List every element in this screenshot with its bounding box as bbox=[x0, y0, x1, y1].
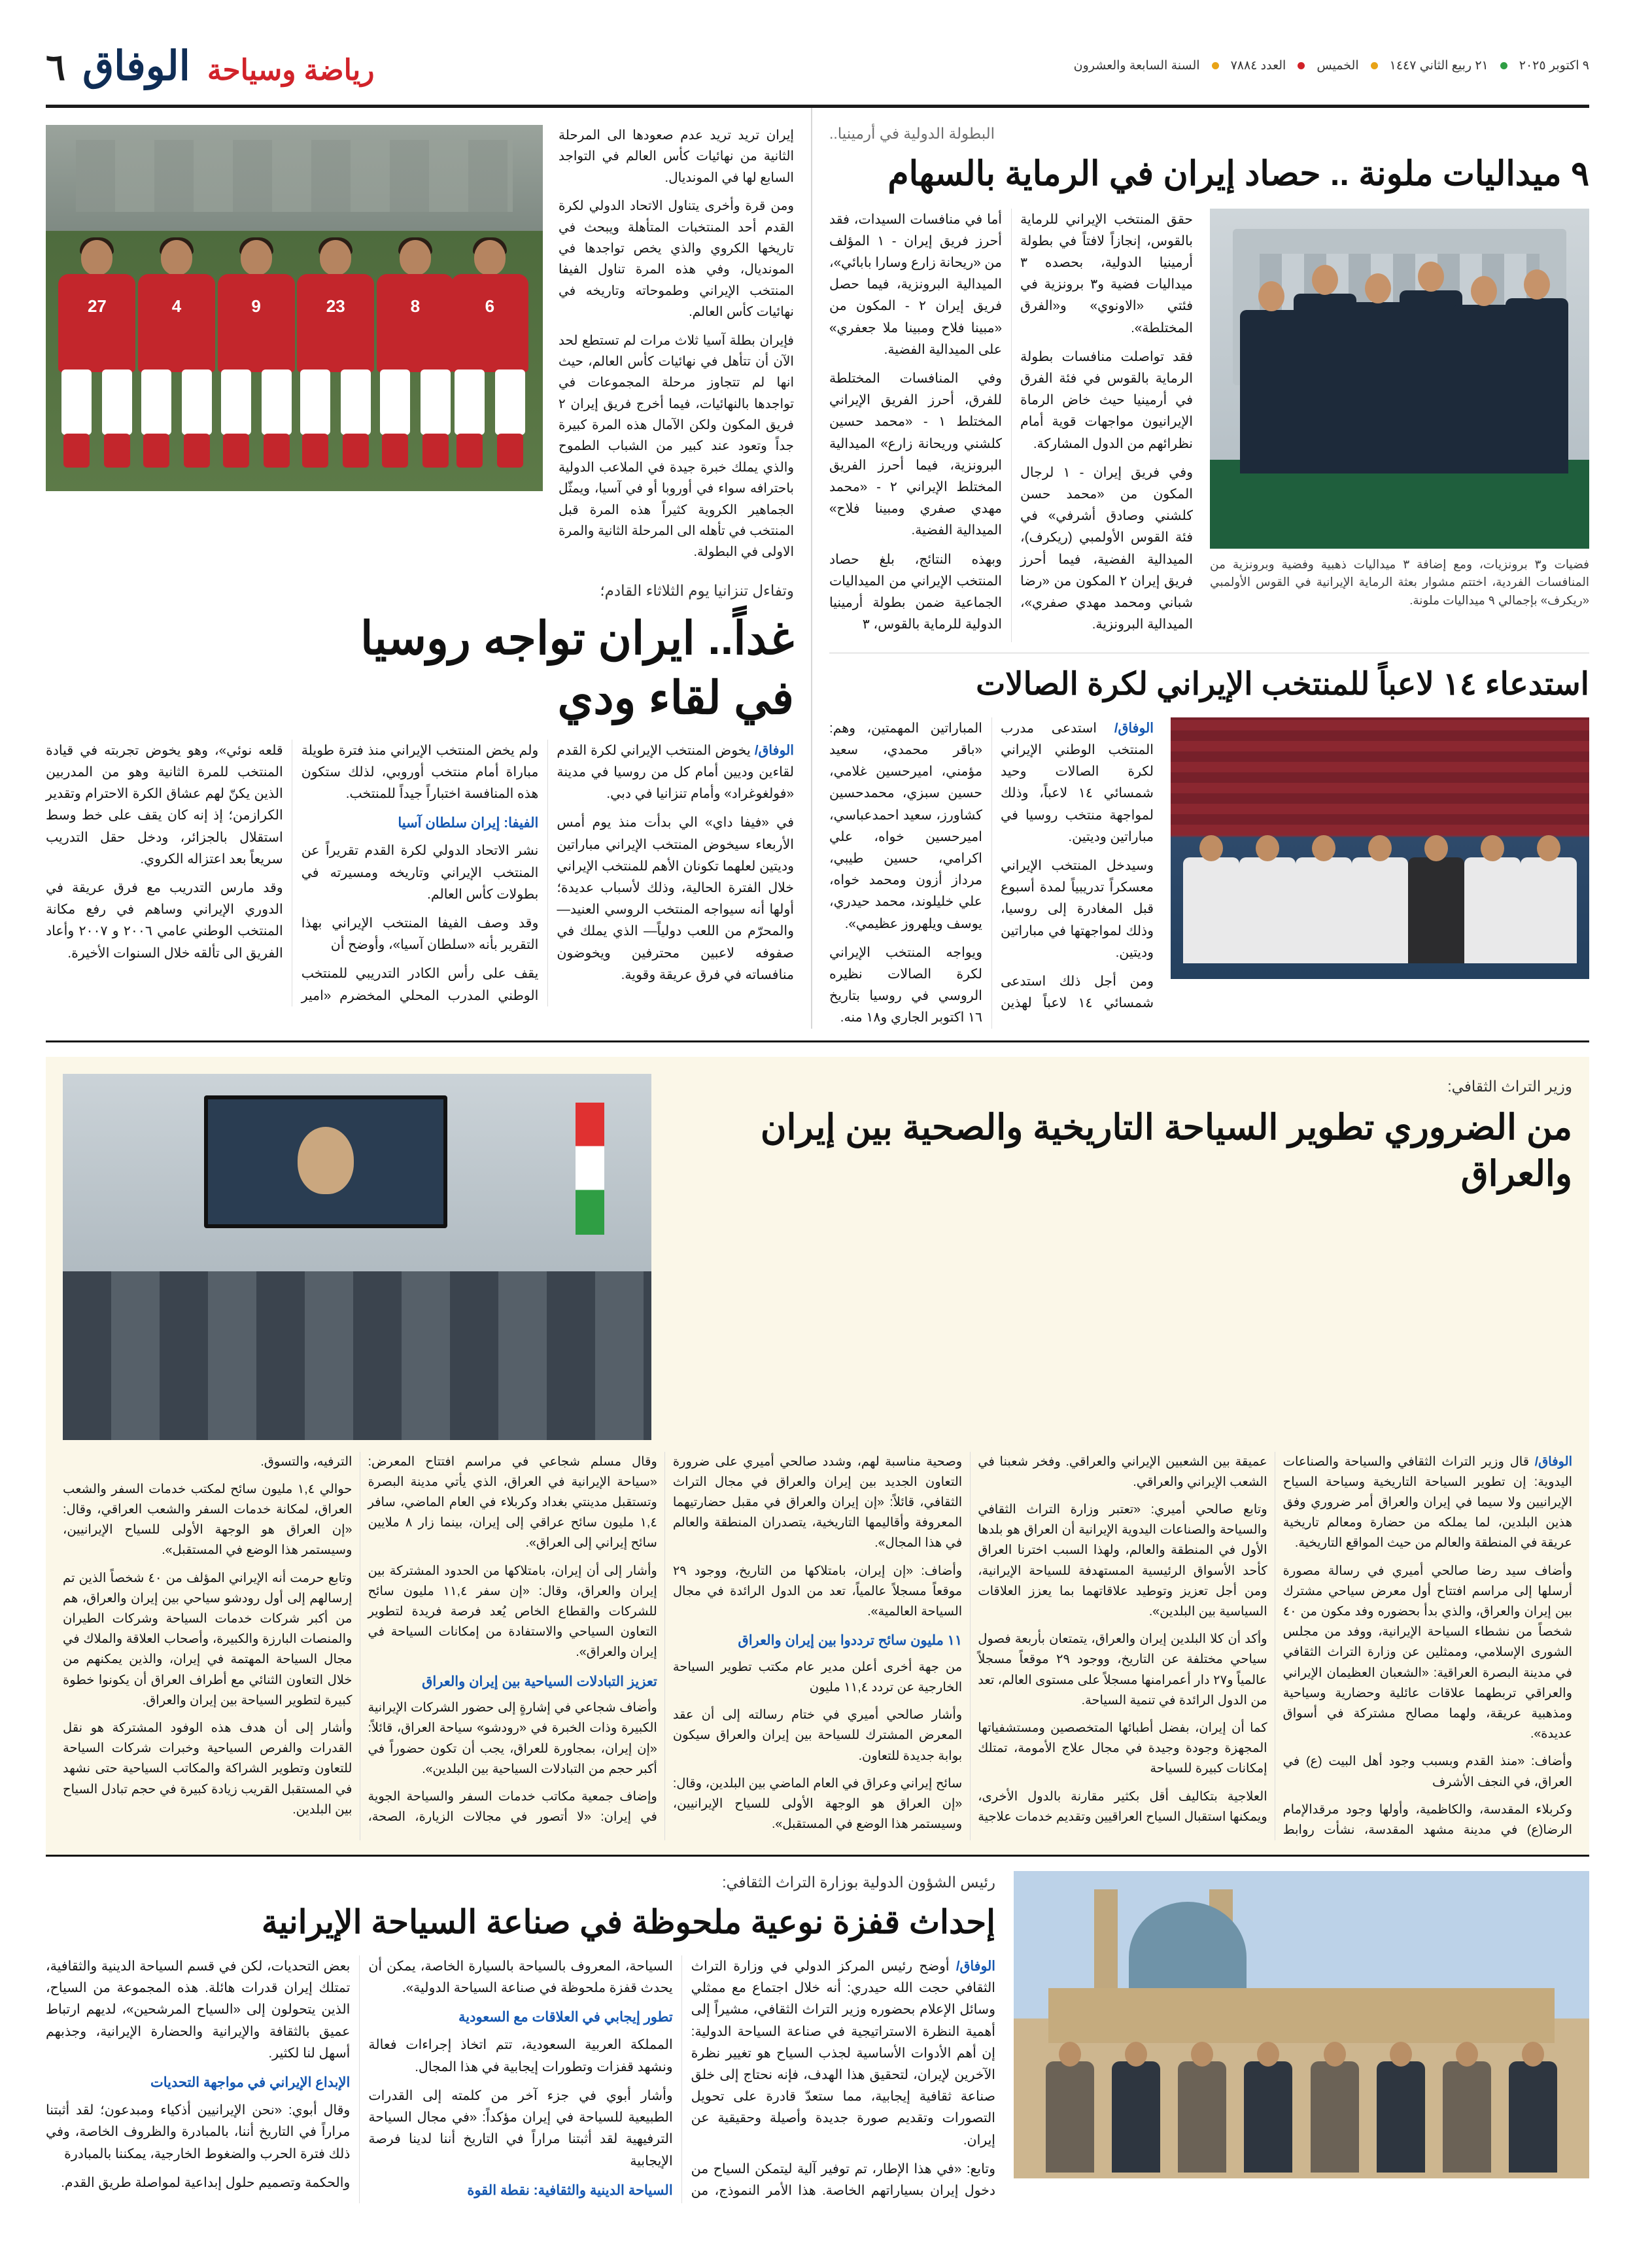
paragraph: نشر الاتحاد الدولي لكرة القدم تقريراً عن المنتخب الإيراني وتاريخه ومسيرته في بطولات كأس العالم. bbox=[301, 843, 539, 902]
paragraph bbox=[1283, 1452, 1572, 1554]
paragraph: ومن أجل ذلك استدعى شمسائي ١٤ لاعباً لهذين المباراتين المهمتين، وهم: «باقر محمدي، سعيد مؤمني، اميرحسين غلامي، حسين سبزي، محمدحسين كشاورز، سعيد احمدعباسي، اميرحسين خواه، علي اكرامي، حسين طيبي، مرداز أزون ومحمد خواه، علي خليلوند، محمد حيدري، يوسف ويلهروز عظيمي». bbox=[829, 720, 1154, 1011]
jersey-number: 4 bbox=[171, 296, 182, 317]
paragraph: وقال أبوي: «نحن الإيرانيين أذكياء ومبدعون؛ لقد أثبتنا مراراً في التاريخ أننا، بالمبادرة والظروف الخاصة، وفي ذلك فترة الحرب والضغوط الخارجية، يمكننا بالمبادرة bbox=[46, 2103, 351, 2161]
paragraph: المملكة العربية السعودية، تتم اتخاذ إجراءات فعالة ونشهد قفزات وتطورات إيجابية في هذا المجال. bbox=[368, 2037, 673, 2074]
meta-issue: العدد ٧٨٨٤ bbox=[1230, 58, 1286, 73]
paragraph: كما أن إيران، بفضل أطبائها المتخصصين ومستشفياتها المجهزة وجودة وجيدة في مجال علاج الأمومة، تمتلك إمكانات كبيرة للسياحة bbox=[978, 1720, 1267, 1776]
top-section bbox=[46, 108, 1589, 1042]
player-figure bbox=[1239, 857, 1296, 963]
archery-headline: ٩ ميداليات ملونة .. حصاد إيران في الرماية بالسهام bbox=[887, 155, 1589, 193]
jersey-number: 6 bbox=[485, 296, 495, 317]
tourist-figure bbox=[1178, 2061, 1226, 2173]
paragraph: وقد مارس التدريب مع فرق عريقة في الدوري الإيراني وساهم في رفع مكانة المنتخب الوطني عامي ٢٠٠٦ و ٢٠٠٧ وأعاد الفريق الى تألقه خلال السنوات الأخيرة. bbox=[46, 880, 283, 961]
paragraph bbox=[557, 740, 794, 805]
paragraph: أما في منافسات السيدات، فقد أحرز فريق إيران - ١ المؤلف من «ريحانة زارع وسارا بابائي»، الميدالية البرونزية، فيما حصل فريق إيران ٢ - المكون من «مبينا فلاح ومبينا ملا جعفري» على الميدالية الفضية. bbox=[829, 211, 1002, 357]
player-figure bbox=[213, 240, 300, 469]
paragraph: وأضاف: «منذ القدم وبسبب وجود أهل البيت (ع) في العراق، في النجف الأشرف bbox=[1282, 1754, 1572, 1789]
tourist-figure bbox=[1046, 2061, 1094, 2173]
archery-podium-photo bbox=[1210, 209, 1589, 549]
conference-photo bbox=[63, 1074, 651, 1440]
source-tag: الوفاق/ bbox=[754, 742, 794, 758]
tourism-subhead-1: تطور إيجابي في العلاقات مع السعودية bbox=[458, 2010, 673, 2025]
heritage-headline: من الضروري تطوير السياحة التاريخية والصحية بين إيران والعراق bbox=[760, 1107, 1572, 1194]
football-headline-2: في لقاء ودي bbox=[557, 672, 794, 723]
tourists-group bbox=[1037, 2043, 1566, 2172]
player-figure bbox=[1296, 857, 1352, 963]
tourism-subhead-3: الإبداع الإيراني في مواجهة التحديات bbox=[150, 2075, 351, 2091]
paragraph: وأشار صالحي أميري في ختام رسالته إلى أن عقد المعرض المشترك للسياحة بين إيران والعراق سيكون بوابة جديدة للتعاون. bbox=[672, 1708, 963, 1763]
heritage-body bbox=[63, 1452, 1572, 1840]
dot-icon bbox=[1212, 62, 1219, 69]
iran-national-team-photo bbox=[46, 125, 543, 491]
left-column-top bbox=[811, 108, 1589, 1029]
paragraph: بعض التحديات، لكن في قسم السياحة الدينية والثقافية، تمتلك إيران قدرات هائلة. هذه المجموعة من السياح، الذين يتحولون إلى «السياح المرشحين»، لديهم ارتباط عميق بالثقافة والإيرانية والحضارة الإيرانية، وجذبهم أسهل لنا لكثير. bbox=[46, 1959, 351, 2061]
futsal-headline: استدعاء ١٤ لاعباً للمنتخب الإيراني لكرة الصالات bbox=[976, 667, 1589, 702]
source-tag: الوفاق/ bbox=[1534, 1454, 1572, 1469]
section-title: رياضة وسياحة bbox=[207, 54, 375, 86]
heritage-title-block bbox=[670, 1074, 1572, 1440]
stadium-seats bbox=[1171, 717, 1589, 835]
meta-hijri: ٢١ ربيع الثاني ١٤٤٧ bbox=[1389, 58, 1489, 73]
football-headline-1: غداً.. ايران تواجه روسيا bbox=[360, 612, 794, 664]
paragraph: وأضاف سيد رضا صالحي أميري في رسالة مصورة أرسلها إلى مراسم افتتاح أول معرض سياحي مشترك بين إيران والعراق، والذي بدأ بحضوره وفد مكون من ٤٠ شخصاً من نشطاء السياحة الإيرانية، ووفد من مجلس الشورى الإسلامي، وممثلين عن وزارة التراث الثقافي في مدينة البصرة العراقية: «الشعبان العظيمان الإيراني والعراقي تربطهما علاقات عائلية وحضارية وسياحية ومذهبية عريقة، ولهما مصالح مشتركة في أسواق عديدة». bbox=[1282, 1563, 1572, 1742]
paragraph: وقال مسلم شجاعي في مراسم افتتاح المعرض: «سياحة الإيرانية في العراق، الذي يأتي مدينة البصرة وتستقبل مدينتي بغداد وكربلاء في العام الماضي، سافر ١,٤ مليون سائح عراقي إلى إيران، بينما زار ٨ ملايين سائح إيراني إلى العراق». bbox=[368, 1454, 657, 1551]
paragraph: وأشار إلى أن إيران، بامتلاكها من الحدود المشتركة بين إيران والعراق، وقال: «إن سفر ١١,٤ مليون سائح للشركات والقطاع الخاص يُعد فرصة فريدة لتطوير التعاون السياحي والاستفادة من إمكانات السياحة في إيران والعراق». bbox=[368, 1563, 657, 1660]
tourism-photo-wrap bbox=[1014, 1871, 1589, 2203]
tourist-figure bbox=[1377, 2061, 1425, 2173]
source-tag: الوفاق/ bbox=[955, 1959, 995, 1974]
jersey-number: 27 bbox=[87, 296, 107, 317]
meta-date: ٩ اكتوبر ٢٠٢٥ bbox=[1519, 58, 1589, 73]
paragraph: حوالي ١,٤ مليون سائح لمكتب خدمات السفر والشعب العراق، لمكانة خدمات السفر والشعب العراقي، وقال: «إن العراق هو الوجهة الأولى للسياح الإيرانيين، وسيستمر هذا الوضع في المستقبل». bbox=[63, 1481, 353, 1558]
right-column-top bbox=[46, 108, 811, 1029]
paragraph: وبهذه النتائج، بلغ حصاد المنتخب الإيراني من الميداليات الجماعية ضمن بطولة أرمينيا الدولية للرماية بالقوس، ٣ bbox=[829, 551, 1002, 632]
paragraph-text: استدعى مدرب المنتخب الوطني الإيراني لكرة الصالات وحيد شمسائي ١٤ لاعباً، وذلك لمواجهة منتخب روسيا في مباراتين وديتين. bbox=[1001, 720, 1154, 844]
player-figure bbox=[54, 240, 140, 469]
paragraph: وتابع: «في هذا الإطار، تم توفير آلية ليتمكن السياح من دخول إيران بسياراتهم الخاصة. هذا الأمر النموذج، من السياحة، المعروف بالسياحة بالسيارة الخاصة، يمكن أن يحدث قفزة ملحوظة في صناعة السياحة الدولية». bbox=[368, 1959, 995, 2199]
tourist-figure bbox=[1509, 2061, 1557, 2173]
paragraph: وسيدخل المنتخب الإيراني معسكراً تدريبياً لمدة أسبوع قبل المغادرة إلى روسيا، وذلك لمواجهتها في مباراتين وديتين. bbox=[1001, 858, 1154, 960]
projection-screen bbox=[204, 1095, 447, 1228]
athlete-figure bbox=[1506, 298, 1568, 473]
meta-year: السنة السابعة والعشرون bbox=[1073, 58, 1200, 73]
paragraph: سائح إيراني وعراق في العام الماضي بين البلدين، وقال: «إن العراق هو الوجهة الأولى للسياح الإيرانيين، وسيستمر هذا الوضع في المستقبل». bbox=[672, 1776, 963, 1832]
paragraph: حقق المنتخب الإيراني للرماية بالقوس، إنجازاً لافتاً في بطولة أرمينيا الدولية، بحصده ٣ ميداليات فضية و٣ برونزية في فئتي «الاونوي» و«الفرق المختلطة». bbox=[1020, 211, 1193, 335]
archery-body bbox=[829, 209, 1193, 643]
heritage-header-row bbox=[63, 1074, 1572, 1440]
dot-icon bbox=[1371, 62, 1378, 69]
archery-photo-caption: فضيات و٣ برونزيات، ومع إضافة ٣ ميداليات ذهبية وفضية وبرونزية من المنافسات الفردية، اختتم مشوار بعثة الرماية الإيرانية في القوس الأولمبي «ريكرف» بإجمالي ٩ ميداليات ملونة. bbox=[1210, 557, 1589, 608]
lead-text: قال وزير التراث الثقافي والسياحة والصناعات اليدوية: إن تطوير السياحة التاريخية وسياحة السياح الإيرانيين ولا سيما في إيران والعراق أمر ضروري وفق هذين البلدين، لما يملكه من حضارة ومعالم تاريخية عريقة في المنطقة والعالم من حيث المواقع التاريخية. bbox=[1282, 1454, 1572, 1551]
paragraph: وقد وصف الفيفا المنتخب الإيراني بهذا التقرير بأنه «سلطان آسيا»، وأوضح أن bbox=[301, 916, 539, 953]
player-figure bbox=[447, 240, 533, 469]
paragraph: العلاجية بتكاليف أقل بكثير مقارنة بالدول الأخرى، ويمكنها استقبال السياح العراقيين وتقديم خدمات علاجية وصحية مناسبة لهم، وشدد صالحي أميري على ضرورة التعاون الجديد بين إيران والعراق في مجال التراث الثقافي، قائلاً: «إن إيران والعراق في مقبل حضارتيهما المعروفة وأقاليمها التاريخية، يتصدران المنطقة والعالم في هذا المجال». bbox=[672, 1454, 1267, 1824]
paragraph: وأضاف: «إن إيران، بامتلاكها من التاريخ، ووجود ٢٩ موقعاً مسجلاً عالمياً، تعد من الدول الرائدة في مجال السياحة العالمية». bbox=[672, 1563, 963, 1619]
heritage-subhead-2: ١١ مليون سائح ترددوا بين إيران والعراق bbox=[738, 1633, 963, 1649]
football-side-body bbox=[559, 125, 794, 570]
tourism-headline: إحداث قفزة نوعية ملحوظة في صناعة السياحة الإيرانية bbox=[261, 1904, 995, 1941]
heritage-subhead-1: تعزيز التبادلات السياحية بين إيران والعراق bbox=[422, 1674, 657, 1689]
player-figure bbox=[1352, 857, 1408, 963]
newspaper-logo: الوفاق bbox=[82, 43, 190, 89]
paragraph: فإيران بطلة آسيا ثلاث مرات لم تستطع لحد الآن أن تتأهل في نهائيات كأس العالم، حيث انها لم تتجاوز مرحلة المجموعات في تواجدها بالنهائيات، فيما أخرج فريق إيران ٢ فريق المكون ولكن الآمال هذه المرة كبيرة جداً وتعود عند كبير من الشباب الطموح والذي يملك خبرة جيدة في الملاعب الدولية باحترافه سواء في أوروبا أو في آسيا، ويمثّل الجماهير الكروية كثيراً هذه المرة قبل المنتخب في تأهله الى المرحلة الثانية والمرة الاولى في البطولة. bbox=[559, 333, 794, 560]
lead-text: يخوض المنتخب الإيراني لكرة القدم لقاءين وديين أمام كل من روسيا في مدينة «فولغوغراد» وأمام تنزانيا في دبي. bbox=[557, 742, 794, 802]
football-body bbox=[46, 740, 794, 1006]
jersey-number: 8 bbox=[410, 296, 421, 317]
paragraph: ومن قرة وأخرى يتناول الاتحاد الدولي لكرة القدم أحد المنتخبات المتأهلة ويبحث في تاريخها الكروي والذي يخص تواجدها في المونديال، وفي هذه المرة تناول الفيفا المنتخب الإيراني وطموحاته وتاريخه في نهائيات كأس العالم. bbox=[559, 199, 794, 320]
tourism-kicker: رئيس الشؤون الدولية بوزارة التراث الثقافي: bbox=[722, 1874, 995, 1891]
football-kicker: وتفاءل تنزانيا يوم الثلاثاء القادم؛ bbox=[600, 581, 794, 599]
tourism-section bbox=[46, 1871, 1589, 2203]
paragraph: في «فيفا داي» الي بدأت منذ يوم أمس الأربعاء سيخوض المنتخب الإيراني مباراتين وديتين لعلهما تكونان الأهم للمنتخب الإيراني خلال الفترة الحالية، وذلك لأسباب عديدة؛ أولها أنه سيواجه المنتخب الروسي العنيد—والمحرّم من اللعب دولياً— الذي يملك في صفوفه لاعبين محترفين ويخوضون منافساته في فرق عريقة وقوية. bbox=[557, 815, 794, 982]
paragraph: إيران تريد تريد عدم صعودها الى المرحلة الثانية من نهائيات كأس العالم في التواجد السابع لها في المونديال. bbox=[559, 128, 794, 185]
player-figure bbox=[1464, 857, 1521, 963]
player-figure bbox=[1521, 857, 1577, 963]
tourist-figure bbox=[1443, 2061, 1491, 2173]
masthead-meta bbox=[1074, 58, 1589, 73]
heritage-photo-wrap bbox=[63, 1074, 651, 1440]
dot-icon bbox=[1298, 62, 1305, 69]
speaker-face bbox=[298, 1127, 354, 1194]
dot-icon bbox=[1500, 62, 1507, 69]
paragraph: وأشار أبوي في جزء آخر من كلمته إلى القدرات الطبيعية للسياحة في إيران مؤكداً: «في مجال السياحة الترفيهية لقد أثبتنا مراراً في التاريخ أننا لدينا فرصة الإيجابية bbox=[368, 2088, 673, 2169]
paragraph: ويواجه المنتخب الإيراني لكرة الصالات نظيره الروسي في روسيا بتاريخ ١٦ اكتوبر الجاري و١٨ منه. bbox=[829, 944, 982, 1025]
tourist-figure bbox=[1244, 2061, 1292, 2173]
isfahan-mosque-photo bbox=[1014, 1871, 1589, 2178]
paragraph: والحكمة وتصميم حلول إبداعية لمواصلة طريق القدم. bbox=[61, 2174, 351, 2190]
page-number: ٦ bbox=[46, 46, 66, 88]
paragraph bbox=[1001, 717, 1154, 848]
paragraph: يقف على رأس الكادر التدريبي للمنتخب الوطني المدرب المحلي المخضرم «امير قلعه نوئي»، وهو يخوض تجربته في قيادة المنتخب للمرة الثانية وهو من المدربين الذين يكنّ لهم عشاق الكرة الاحترام وتقدير الكرازمن؛ إذ إنه كان يقف على خط وسط استقلال بالجزائر، ودخل حقل التدريب سريعاً بعد اعتزاله الكروي. bbox=[46, 742, 539, 1003]
player-figure bbox=[133, 240, 220, 469]
football-subhead: الفيفا: إيران سلطان آسيا bbox=[398, 816, 539, 831]
futsal-body bbox=[829, 717, 1154, 1029]
jersey-number: 9 bbox=[251, 296, 261, 317]
paragraph: وإضاف جمعية مكاتب خدمات السفر والسياحة الجوية في إيران: «لا أتصور في مجالات الزيارة، الصحة، الترفيه، والتسوق. bbox=[260, 1454, 657, 1825]
player-figure bbox=[1183, 857, 1239, 963]
masthead bbox=[46, 0, 1589, 108]
meta-day: الخميس bbox=[1317, 58, 1359, 73]
paragraph: وأضاف شجاعي في إشارةٍ إلى حضور الشركات الإيرانية الكبيرة وذات الخبرة في «رودشو» سياحة العراق، قائلاً: «إن إيران، بمجاورة للعراق، يجب أن تكون حضوراً في أكبر حجم من التبادلات السياحية بين البلدين». bbox=[368, 1700, 657, 1776]
paragraph: فقد تواصلت منافسات بطولة الرماية بالقوس في فئة الفرق في أرمينيا حيث خاض الرماة الإيرانيون مواجهات قوية أمام نظرائهم من الدول المشاركة. bbox=[1020, 349, 1193, 451]
paragraph: ولم يخض المنتخب الإيراني منذ فترة طويلة مباراة أمام منتخب أوروبي، لذلك ستكون هذه المنافسة اختباراً جيداً للمنتخب. bbox=[301, 742, 539, 802]
paragraph: وأكد أن كلا البلدين إيران والعراق، يتمتعان بأربعة فصول سياحي مختلفة عن التاريخ، ووجود ٢٩ موقعاً مسجلاً عالمياً و٢٧ دار أعمرامنها مسجلاً على مستوى العالم، تعد من الدول الرائدة في تنمية السياحة. bbox=[978, 1632, 1267, 1708]
paragraph: وتابع حرمت أنه الإيراني المؤلف من ٤٠ شخصاً الذين تم إرسالهم إلى أول رودشو سياحي بين إيران والعراق، هم من أكبر شركات خدمات السياحة وشركات الطيران والمنصات البارزة والكبيرة، وأصحاب العلاقة والملاك في مجال السياحة المهتمة في إيران، والذين يمكنهم من خلال التعاون الثنائي مع أطراف العراق أن يكونوا خطوة كبيرة لتطوير السياحة بين إيران والعراق. bbox=[63, 1570, 353, 1708]
jersey-number: 23 bbox=[326, 296, 345, 317]
paragraph: وتابع صالحي أميري: «تعتبر وزارة التراث الثقافي والسياحة والصناعات اليدوية الإيرانية أن العراق هو بلدها الأول في المنطقة والعالم، ولهذا السبب اخترنا العراق كأحد الأسواق الرئيسية المستهدفة للسياحة الإيرانية، ومن أجل تعزيز وتوطيد علاقاتهما بما يعزز العلاقات السياسية بين البلدين». bbox=[978, 1502, 1267, 1619]
player-figure bbox=[372, 240, 458, 469]
paragraph: وكربلاء المقدسة، والكاظمية، وأولها وجود مرقدالإمام الرضا(ع) في مدينة مشهد المقدسة، نشأت روابط عميقة بين الشعبين الإيراني والعراقي. وفخر شعبنا في الشعب الإيراني والعراقي. bbox=[978, 1454, 1572, 1837]
iran-flag-icon bbox=[576, 1103, 604, 1235]
tourism-text-block bbox=[46, 1871, 995, 2203]
audience-seating bbox=[63, 1271, 651, 1440]
tourist-figure bbox=[1311, 2061, 1359, 2173]
heritage-section bbox=[46, 1057, 1589, 1857]
masthead-brand-area bbox=[46, 42, 375, 90]
paragraph: وفي المنافسات المختلطة للفرق، أحرز الفريق الإيراني المختلط ١ - «محمد حسين كلشني وريحانة زارع» الميدالية البرونزية، فيما أحرز الفريق المختلط الإيراني ٢ - «محمد مهدي صفري ومبينا فلاح» الميدالية الفضية. bbox=[829, 371, 1002, 538]
tourist-figure bbox=[1112, 2061, 1160, 2173]
tourism-subhead-2: السياحة الدينية والثقافية: نقطة القوة bbox=[467, 2182, 673, 2198]
mosque-wall bbox=[1048, 1988, 1555, 2044]
paragraph: وفي فريق إيران - ١ لرجال المكون من «محمد حسن كلشني وصادق أشرفي» في فئة القوس الأولمبي (ريكرف)، الميدالية الفضية، فيما أحرز فريق إيران ٢ المكون من «رضا شباني ومحمد مهدي صفري»، الميدالية البرونزية. bbox=[1020, 464, 1193, 632]
heritage-kicker: وزير التراث الثقافي: bbox=[1447, 1077, 1572, 1095]
futsal-team-photo bbox=[1171, 717, 1589, 979]
paragraph: وأشار إلى أن هدف هذه الوفود المشتركة هو نقل القدرات والفرص السياحية وخبرات شركات السياحة للتعاون وتطوير الشراكة والمكاتب السياحية حتى نشهد في المستقبل القريب زيادة كبيرة في حجم تبادل السياح بين البلدين. bbox=[63, 1720, 353, 1817]
tourism-body bbox=[46, 1955, 995, 2203]
paragraph: من جهة أخرى أعلن مدير عام مكتب تطوير السياحة الخارجية عن تردد ١١,٤ مليون bbox=[672, 1659, 963, 1694]
lead-text: أوضح رئيس المركز الدولي في وزارة التراث الثقافي حجت الله حيدري: أنه خلال اجتماع مع ممثلي وسائل الإعلام بحضوره وزير التراث الثقافي، مشيراً إلى أهمية النظرة الاستراتيجية في صناعة السياحة الدولية: إن أهم الأدوات الأساسية لجذب السياح هو تغيير نظرة الآخرين لإيران، لتحقيق هذا الهدف، فإنه نحتاج إلى خلق صناعة ثقافية إيجابية، مما ستعدّ قادرة على تحويل التصورات وتقديم صورة جديدة وأصيلة وحقيقية عن إيران. bbox=[691, 1959, 995, 2148]
paragraph bbox=[691, 1955, 995, 2151]
player-figure bbox=[1408, 857, 1464, 963]
futsal-players-row bbox=[1183, 843, 1577, 963]
archery-kicker: البطولة الدولية في أرمينيا.. bbox=[829, 125, 995, 142]
player-figure bbox=[292, 240, 379, 469]
stadium-wall bbox=[46, 125, 543, 231]
source-tag: الوفاق/ bbox=[1114, 720, 1154, 736]
